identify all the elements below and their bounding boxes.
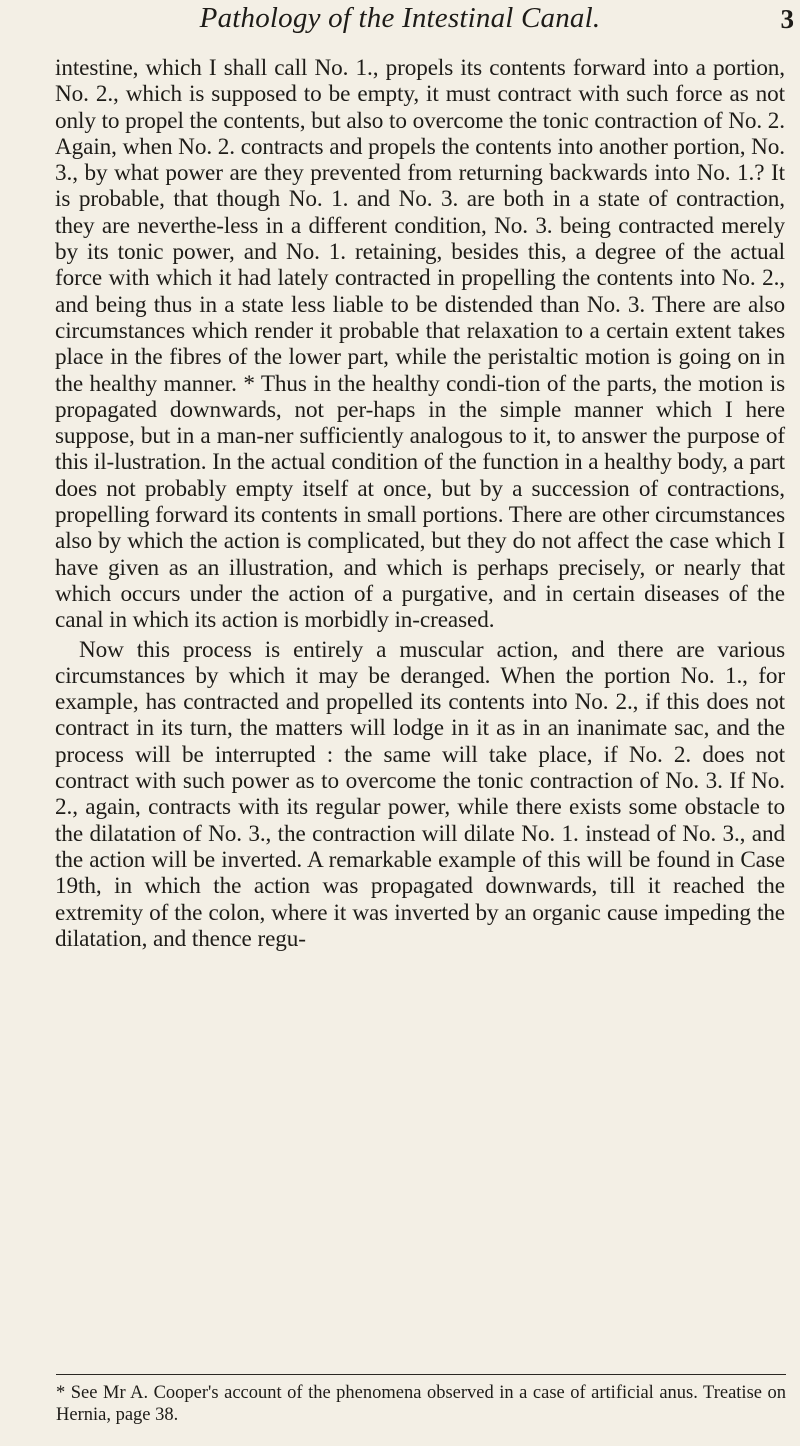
paragraph-2: Now this process is entirely a muscular action, and there are various circumstances by which it may be deranged. When the portion No. 1., for example, has contracted and propelled its contents into No. 2., if this does not contract in its turn, the matters will lodge in it as in an inanimate sac, and the process will be interrupted : the same will take place, if No. 2. does not contract with such power as to overcome the tonic contraction of No. 3. If No. 2., again, contracts with its regular power, while there exists some obstacle to the dilatation of No. 3., the contraction will dilate No. 1. instead of No. 3., and the action will be inverted. A remarkable example of this will be found in Case 19th, in which the action was propagated downwards, till it reached the extremity of the colon, where it was inverted by an organic cause impeding the dilatation, and thence regu- — [55, 636, 785, 952]
body-text — [55, 55, 785, 952]
page-header — [0, 2, 800, 42]
footnote: * See Mr A. Cooper's account of the phenomena observed in a case of artificial anus. Treatise on Hernia, page 38. — [56, 1383, 786, 1425]
footnote-divider — [56, 1374, 786, 1375]
running-title: Pathology of the Intestinal Canal. — [199, 2, 601, 34]
page-number: 3 — [780, 4, 794, 34]
paragraph-1: intestine, which I shall call No. 1., propels its contents forward into a portion, No. 2., which is supposed to be empty, it must contract with such force as not only to propel the contents, but also to overcome the tonic contraction of No. 2. Again, when No. 2. contracts and propels the contents into another portion, No. 3., by what power are they prevented from returning backwards into No. 1.? It is probable, that though No. 1. and No. 3. are both in a state of contraction, they are neverthe-less in a different condition, No. 3. being contracted merely by its tonic power, and No. 1. retaining, besides this, a degree of the actual force with which it had lately contracted in propelling the contents into No. 2., and being thus in a state less liable to be distended than No. 3. There are also circumstances which render it probable that relaxation to a certain extent takes place in the fibres of the lower part, while the peristaltic motion is going on in the healthy manner. * Thus in the healthy condi-tion of the parts, the motion is propagated downwards, not per-haps in the simple manner which I here suppose, but in a man-ner sufficiently analogous to it, to answer the purpose of this il-lustration. In the actual condition of the function in a healthy body, a part does not probably empty itself at once, but by a succession of contractions, propelling forward its contents in small portions. There are other circumstances also by which the action is complicated, but they do not affect the case which I have given as an illustration, and which is perhaps precisely, or nearly that which occurs under the action of a purgative, and in certain diseases of the canal in which its action is morbidly in-creased. — [55, 55, 785, 634]
